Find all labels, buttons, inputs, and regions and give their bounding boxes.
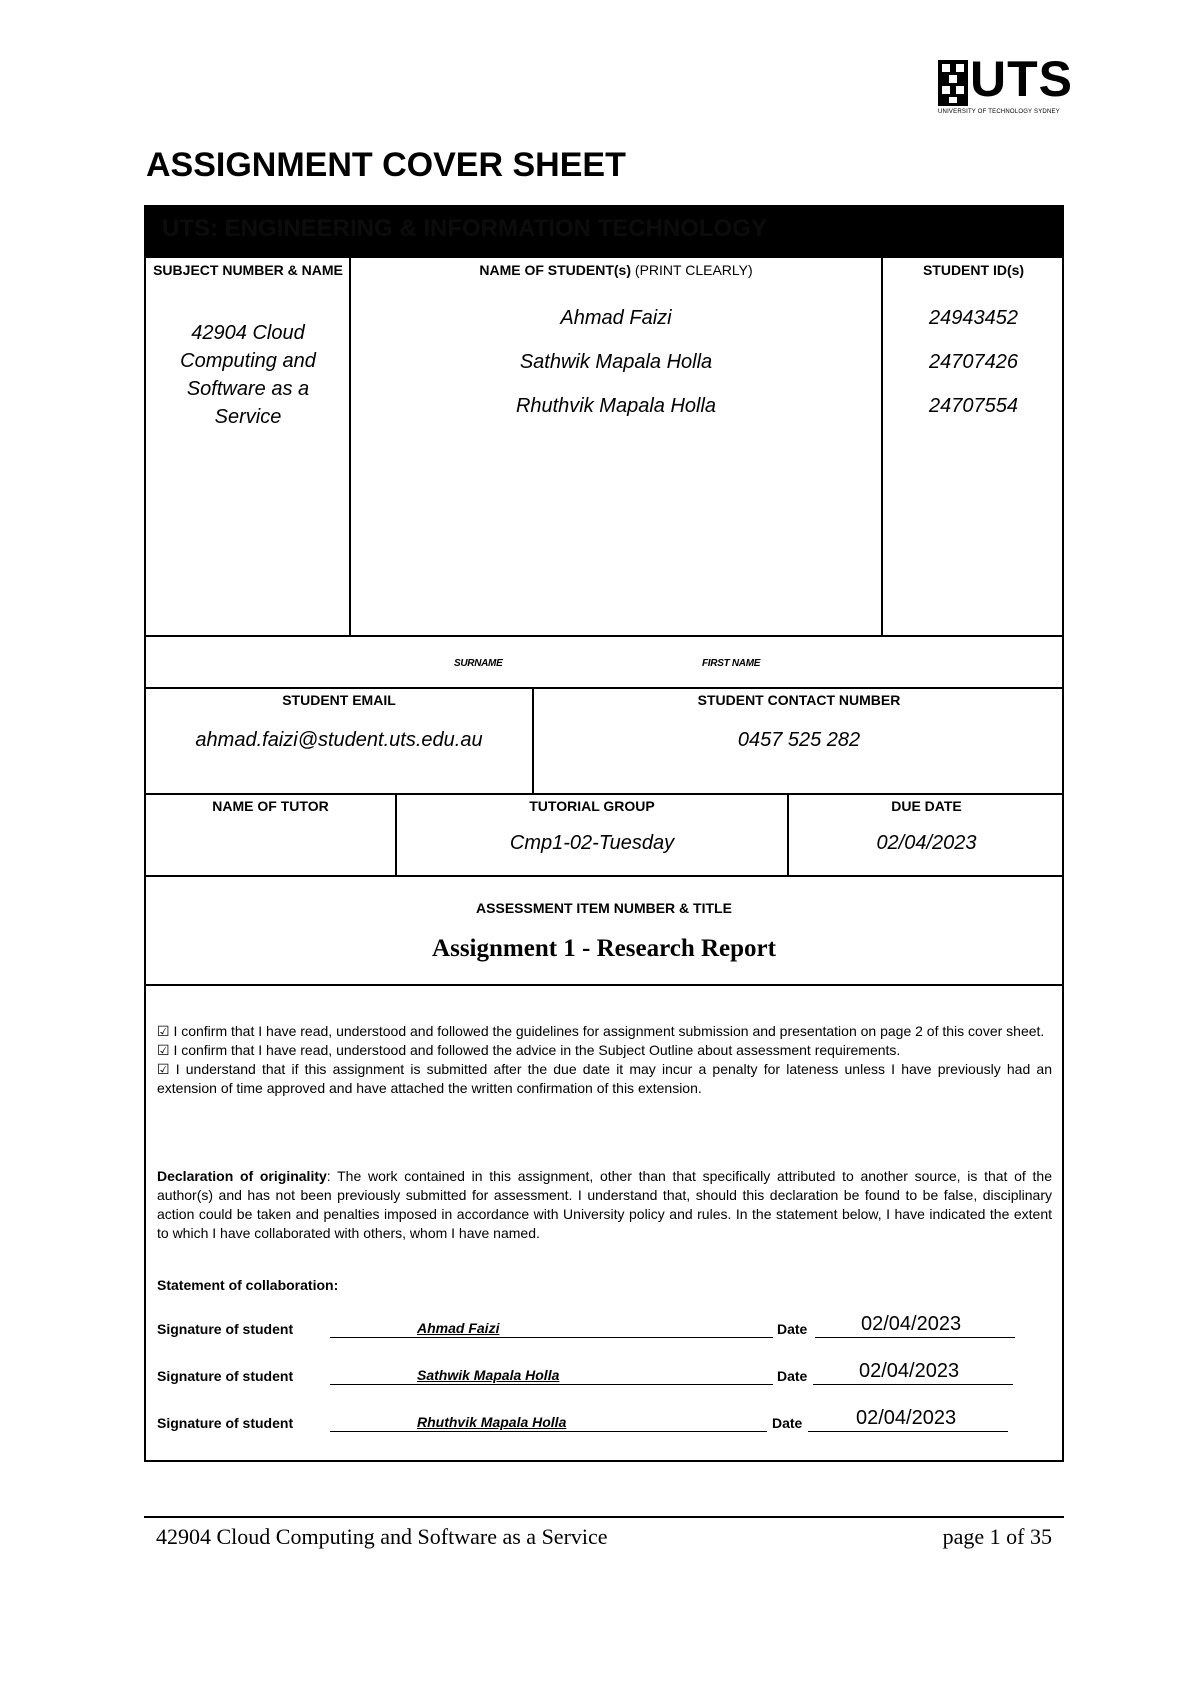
tutorial-group-label: TUTORIAL GROUP [529, 798, 655, 814]
confirmation-block [157, 1022, 1052, 1098]
student-name-3[interactable]: Rhuthvik Mapala Holla [515, 395, 717, 417]
uts-logo [938, 51, 1073, 122]
footer-subject: 42904 Cloud Computing and Software as a Service [156, 1524, 608, 1549]
assessment-label: ASSESSMENT ITEM NUMBER & TITLE [476, 900, 732, 916]
tutorial-group-value[interactable]: Cmp1-02-Tuesday [509, 832, 675, 854]
signature-date[interactable]: 02/04/2023 [856, 1407, 957, 1429]
signature-name[interactable]: Ahmad Faizi [417, 1320, 500, 1336]
declaration-label: Declaration of originality [157, 1168, 327, 1184]
student-name-1[interactable]: Ahmad Faizi [560, 307, 672, 329]
student-id-2[interactable]: 24707426 [929, 351, 1018, 373]
date-line [808, 1431, 1008, 1432]
assessment-title[interactable]: Assignment 1 - Research Report [432, 935, 776, 962]
surname-label: SURNAME [454, 658, 503, 669]
signature-row [157, 1409, 1037, 1433]
faculty-banner [146, 207, 1062, 258]
divider [146, 687, 1062, 689]
signature-label: Signature of student [157, 1415, 294, 1431]
tutor-label: NAME OF TUTOR [212, 798, 329, 814]
signature-label: Signature of student [157, 1368, 294, 1384]
signature-name[interactable]: Rhuthvik Mapala Holla [417, 1414, 567, 1430]
students-label-note: (PRINT CLEARLY) [634, 262, 753, 278]
page-title: ASSIGNMENT COVER SHEET [146, 146, 626, 184]
students-label-text: NAME OF STUDENT(s) [479, 262, 632, 278]
signature-date[interactable]: 02/04/2023 [859, 1360, 960, 1382]
divider [146, 875, 1062, 877]
contact-label: STUDENT CONTACT NUMBER [697, 692, 901, 708]
firstname-label: FIRST NAME [702, 658, 761, 669]
date-label: Date [772, 1415, 803, 1431]
footer-page-number: page 1 of 35 [942, 1524, 1052, 1549]
email-label: STUDENT EMAIL [282, 692, 396, 708]
student-id-3[interactable]: 24707554 [929, 395, 1018, 417]
divider [146, 984, 1062, 986]
signature-label: Signature of student [157, 1321, 294, 1337]
subject-label: SUBJECT NUMBER & NAME [153, 262, 343, 278]
collaboration-label: Statement of collaboration: [157, 1277, 339, 1293]
divider [146, 635, 1062, 637]
declaration-text: : The work contained in this assignment, other than that specifically attributed to another source, is that of the author(s) and has not been previously submitted for assessment. I understand that, should this declaration be found to be false, disciplinary action could be taken and penalties imposed in accordance with University policy and rules. In the statement below, I have indicated the extent to which I have collaborated with others, whom I have named. [157, 1168, 1052, 1241]
signature-row [157, 1362, 1037, 1386]
signature-name[interactable]: Sathwik Mapala Holla [417, 1367, 560, 1383]
students-label [351, 261, 881, 280]
contact-value[interactable]: 0457 525 282 [737, 729, 861, 751]
cover-sheet-form [144, 205, 1064, 1462]
signature-line [330, 1337, 773, 1338]
faculty-banner-text: UTS: ENGINEERING & INFORMATION TECHNOLOGY [162, 215, 767, 242]
due-date-label: DUE DATE [891, 798, 962, 814]
date-line [815, 1337, 1015, 1338]
student-id-1[interactable]: 24943452 [929, 307, 1018, 329]
student-ids-label: STUDENT ID(s) [922, 262, 1025, 278]
logo-wordmark: UTS [970, 51, 1073, 107]
student-name-2[interactable]: Sathwik Mapala Holla [519, 351, 713, 373]
confirmation-item[interactable]: ☑ I understand that if this assignment is submitted after the due date it may incur a penalty for lateness unless I have previously had an extension of time approved and have attached the written confirmation of this extension. [157, 1061, 1052, 1096]
date-line [813, 1384, 1013, 1385]
footer-divider [144, 1516, 1064, 1518]
signature-line [330, 1431, 767, 1432]
due-date-value[interactable]: 02/04/2023 [876, 832, 977, 854]
confirmation-item[interactable]: ☑ I confirm that I have read, understood and followed the advice in the Subject Outline about assessment requirements. [157, 1042, 901, 1058]
signature-row [157, 1315, 1037, 1339]
subject-value[interactable]: 42904 Cloud Computing and Software as a Service [180, 322, 316, 428]
declaration-of-originality [157, 1167, 1052, 1243]
uts-crest-icon [938, 60, 968, 106]
signature-line [330, 1384, 773, 1385]
logo-subtitle: UNIVERSITY OF TECHNOLOGY SYDNEY [938, 109, 1060, 115]
date-label: Date [777, 1321, 808, 1337]
divider [146, 793, 1062, 795]
confirmation-item[interactable]: ☑ I confirm that I have read, understood and followed the guidelines for assignment submission and presentation on page 2 of this cover sheet. [157, 1023, 1045, 1039]
signature-date[interactable]: 02/04/2023 [861, 1313, 962, 1335]
email-value[interactable]: ahmad.faizi@student.uts.edu.au [195, 729, 483, 751]
date-label: Date [777, 1368, 808, 1384]
